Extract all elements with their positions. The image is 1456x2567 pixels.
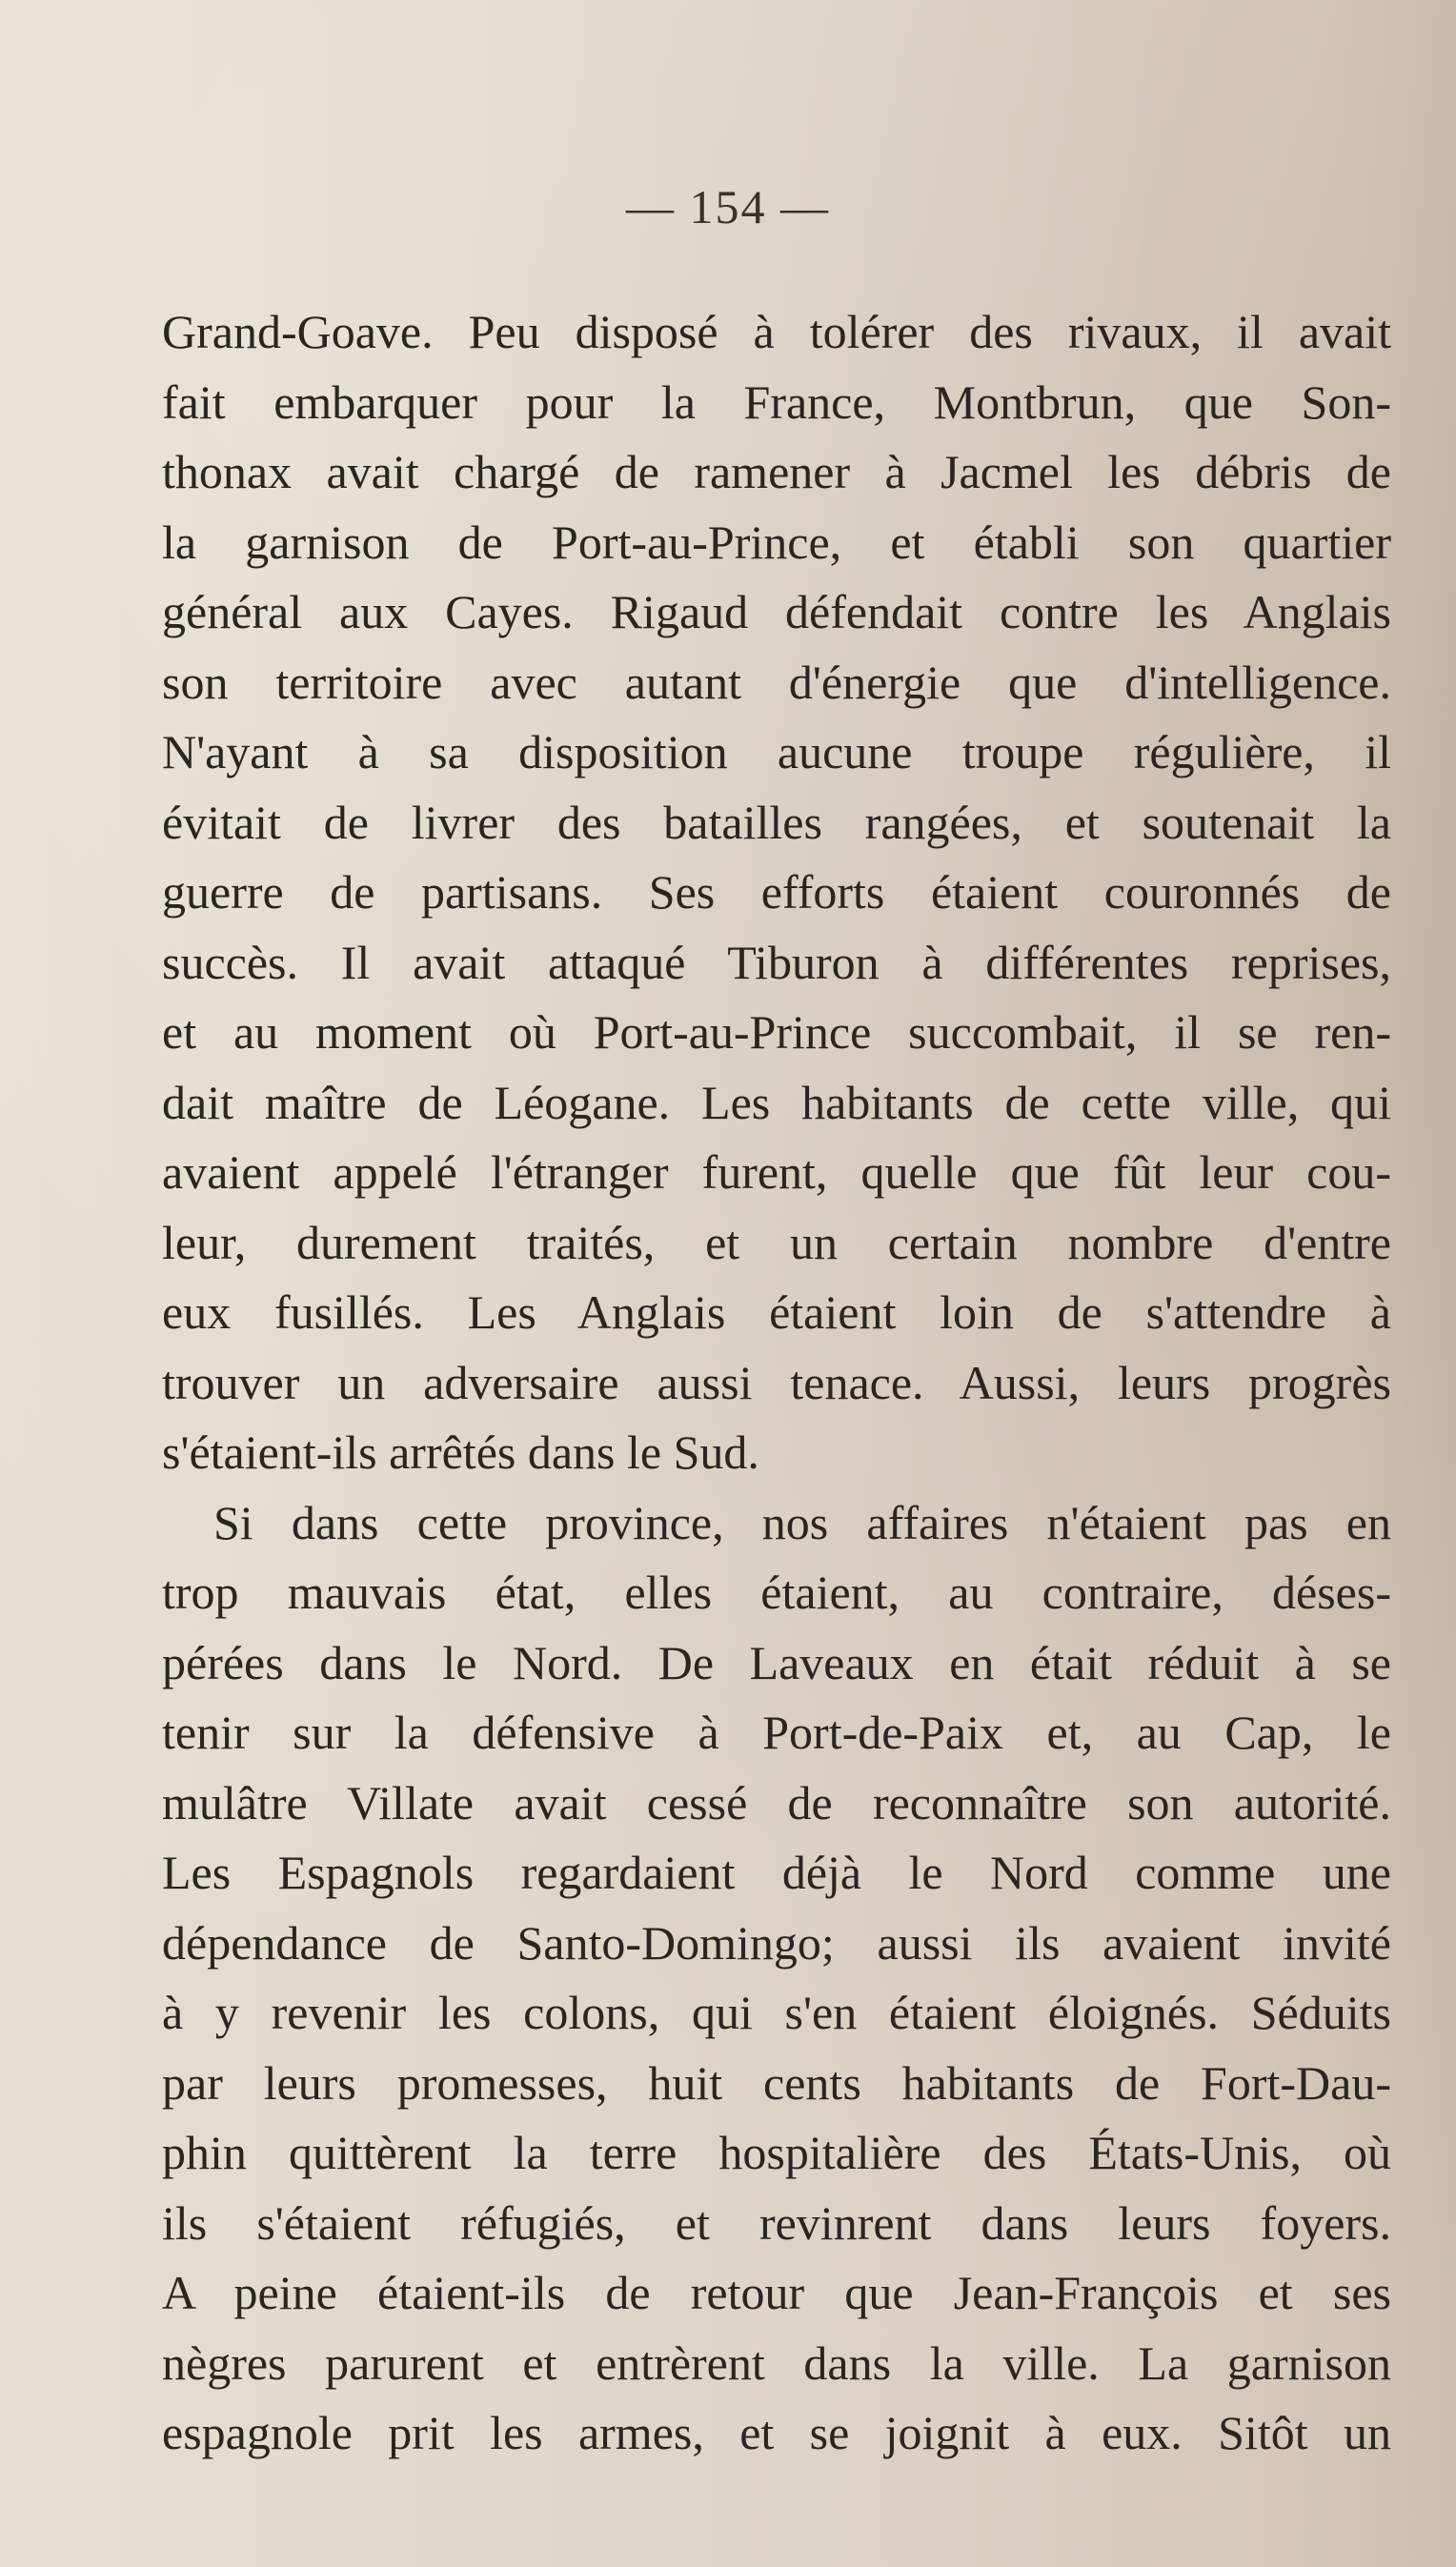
text-line: par leurs promesses, huit cents habitants de Fort-Dau- bbox=[162, 2055, 1391, 2110]
text-line: nègres parurent et entrèrent dans la ville. La garnison bbox=[162, 2335, 1391, 2390]
text-line: dait maître de Léogane. Les habitants de cette ville, qui bbox=[162, 1075, 1391, 1129]
text-line: phin quittèrent la terre hospitalière des États-Unis, où bbox=[162, 2126, 1391, 2179]
text-line: Grand-Goave. Peu disposé à tolérer des rivaux, il avait bbox=[162, 305, 1391, 358]
text-line: leur, durement traités, et un certain nombre d'entre bbox=[162, 1215, 1391, 1269]
text-line: son territoire avec autant d'énergie que d'intelligence. bbox=[162, 655, 1391, 709]
text-line: eux fusillés. Les Anglais étaient loin de s'attendre à bbox=[162, 1285, 1391, 1339]
text-line: à y revenir les colons, qui s'en étaient éloignés. Séduits bbox=[162, 1986, 1391, 2039]
text-line: avaient appelé l'étranger furent, quelle que fût leur cou- bbox=[162, 1145, 1391, 1199]
text-line: la garnison de Port-au-Prince, et établi son quartier bbox=[162, 515, 1391, 569]
text-line: succès. Il avait attaqué Tiburon à différentes reprises, bbox=[162, 935, 1391, 989]
text-line: dépendance de Santo-Domingo; aussi ils avaient invité bbox=[162, 1915, 1391, 1970]
page-number: — 154 — bbox=[626, 180, 830, 233]
body-text bbox=[162, 297, 1391, 2469]
text-line: ils s'étaient réfugiés, et revinrent dans leurs foyers. bbox=[162, 2195, 1391, 2250]
text-line: mulâtre Villate avait cessé de reconnaître son autorité. bbox=[162, 1775, 1391, 1829]
text-line: fait embarquer pour la France, Montbrun, que Son- bbox=[162, 374, 1391, 429]
text-line: pérées dans le Nord. De Laveaux en était réduit à se bbox=[162, 1635, 1391, 1689]
text-line: Les Espagnols regardaient déjà le Nord comme une bbox=[162, 1846, 1391, 1899]
text-line: guerre de partisans. Ses efforts étaient couronnés de bbox=[162, 865, 1391, 919]
paragraph-end-line: s'étaient-ils arrêtés dans le Sud. bbox=[162, 1425, 759, 1479]
text-line: trop mauvais état, elles étaient, au contraire, déses- bbox=[162, 1566, 1391, 1619]
text-line: évitait de livrer des batailles rangées, et soutenait la bbox=[162, 795, 1391, 849]
text-line: trouver un adversaire aussi tenace. Aussi, leurs progrès bbox=[162, 1355, 1391, 1409]
text-line: et au moment où Port-au-Prince succombait, il se ren- bbox=[162, 1005, 1391, 1059]
paragraph-start-line: Si dans cette province, nos affaires n'étaient pas en bbox=[213, 1495, 1391, 1549]
text-line: thonax avait chargé de ramener à Jacmel les débris de bbox=[162, 445, 1391, 498]
text-line: N'ayant à sa disposition aucune troupe régulière, il bbox=[162, 725, 1391, 778]
text-line: général aux Cayes. Rigaud défendait contre les Anglais bbox=[162, 585, 1391, 638]
text-line: tenir sur la défensive à Port-de-Paix et, au Cap, le bbox=[162, 1706, 1391, 1759]
text-line: espagnole prit les armes, et se joignit à eux. Sitôt un bbox=[162, 2406, 1391, 2459]
text-line: A peine étaient-ils de retour que Jean-François et ses bbox=[162, 2266, 1391, 2319]
